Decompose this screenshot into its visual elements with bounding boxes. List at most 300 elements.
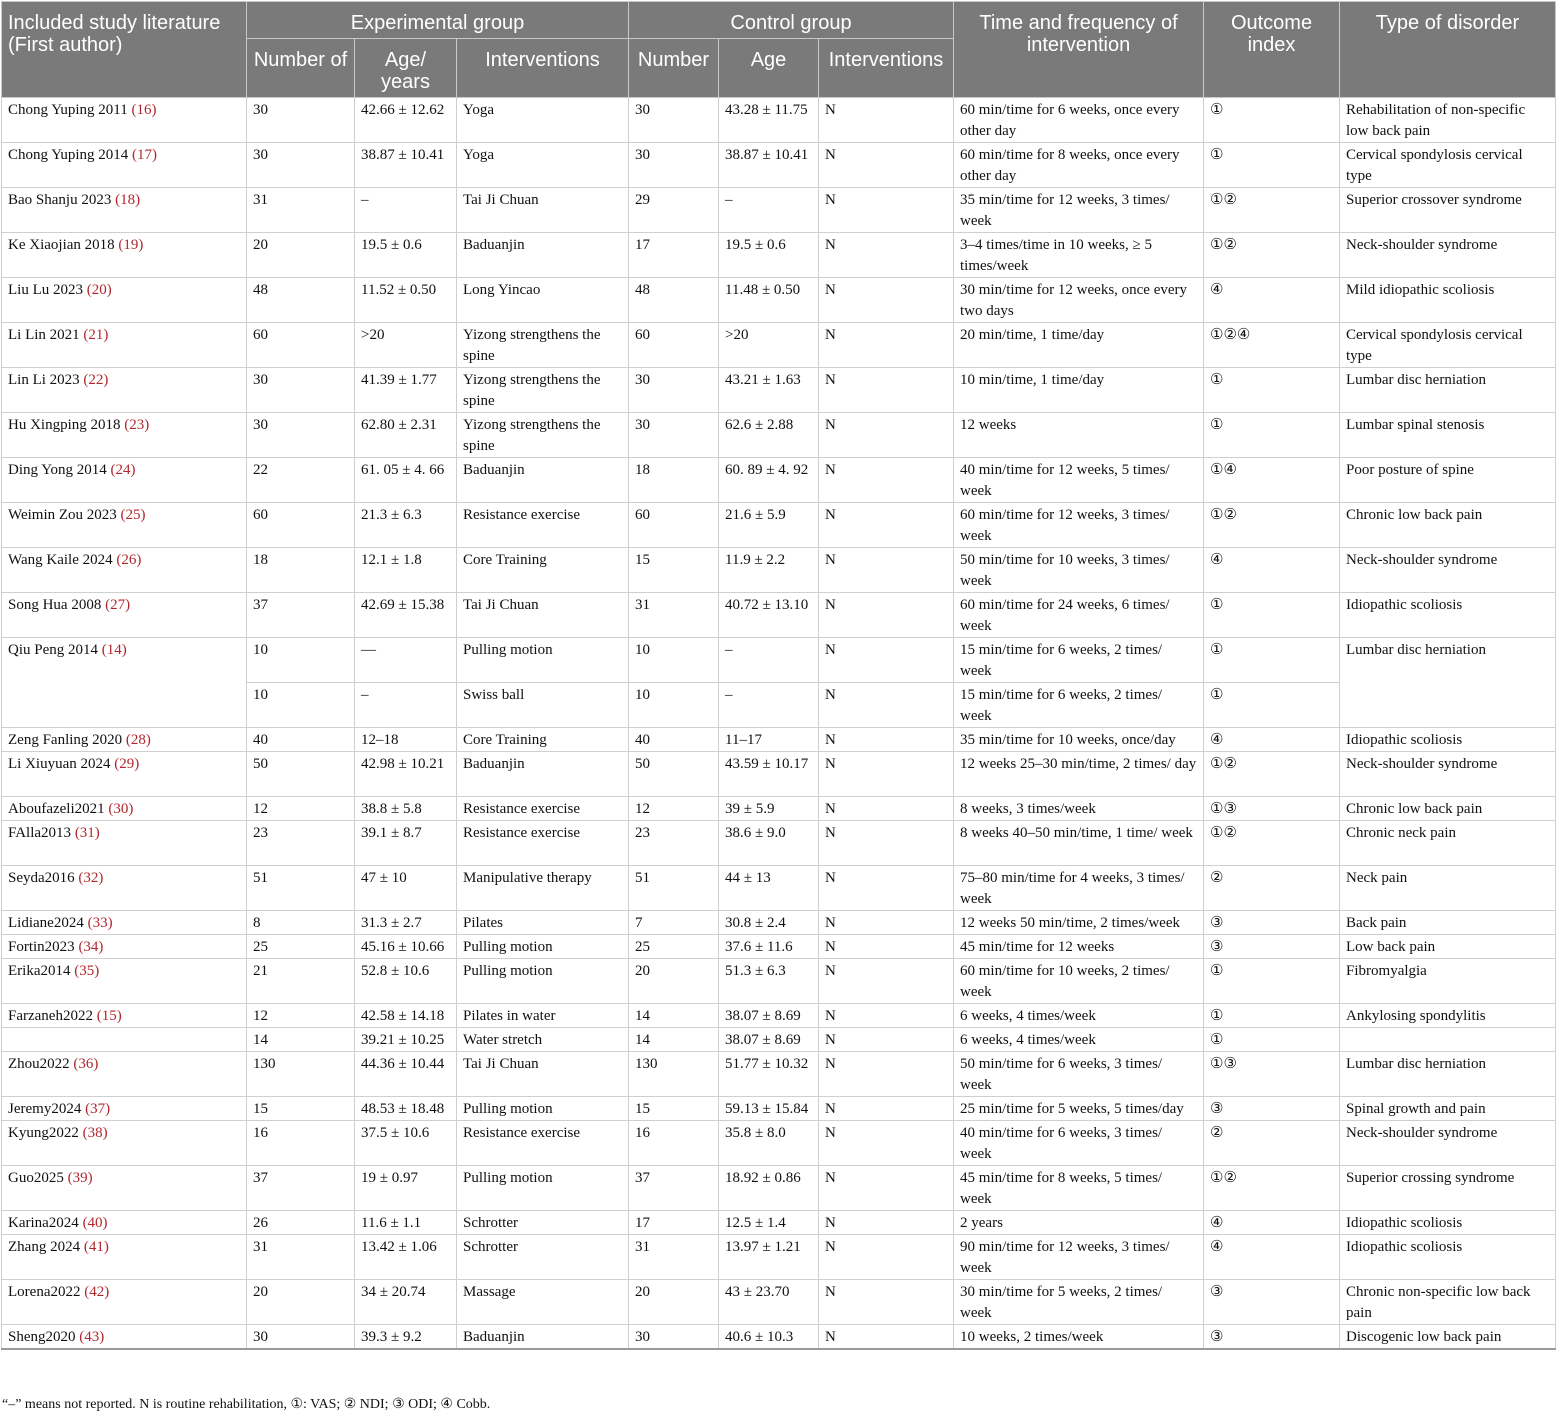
cell-time-frequency: 10 min/time, 1 time/day bbox=[954, 368, 1204, 413]
author-name: Aboufazeli2021 bbox=[8, 801, 105, 817]
cell-ctrl-number: 7 bbox=[629, 911, 719, 935]
author-name: Lorena2022 bbox=[8, 1284, 81, 1300]
cell-ctrl-age: 30.8 ± 2.4 bbox=[719, 911, 819, 935]
cell-exp-number: 37 bbox=[247, 1166, 355, 1211]
cell-exp-age: 12–18 bbox=[355, 728, 457, 752]
reference-link[interactable]: (36) bbox=[73, 1056, 99, 1072]
table-row bbox=[2, 911, 1556, 935]
reference-link[interactable]: (34) bbox=[78, 939, 104, 955]
table-row bbox=[2, 1325, 1556, 1350]
author-name: Zhou2022 bbox=[8, 1056, 70, 1072]
cell-disorder: Chronic non-specific low back pain bbox=[1340, 1280, 1556, 1325]
cell-exp-number: 26 bbox=[247, 1211, 355, 1235]
cell-ctrl-intervention: N bbox=[819, 797, 954, 821]
cell-time-frequency: 12 weeks bbox=[954, 413, 1204, 458]
study-table-container bbox=[1, 1, 1555, 1350]
cell-disorder: Idiopathic scoliosis bbox=[1340, 593, 1556, 638]
cell-time-frequency: 12 weeks 50 min/time, 2 times/week bbox=[954, 911, 1204, 935]
header-disorder-type: Type of disorder bbox=[1340, 2, 1556, 98]
header-control-group: Control group bbox=[629, 2, 954, 39]
author-name: Kyung2022 bbox=[8, 1125, 79, 1141]
cell-exp-number: 37 bbox=[247, 593, 355, 638]
cell-exp-intervention: Water stretch bbox=[457, 1028, 629, 1052]
author-name: Zeng Fanling 2020 bbox=[8, 732, 123, 748]
cell-author bbox=[2, 503, 247, 548]
cell-disorder: Rehabilitation of non-specific low back pain bbox=[1340, 98, 1556, 143]
cell-time-frequency: 8 weeks, 3 times/week bbox=[954, 797, 1204, 821]
reference-link[interactable]: (17) bbox=[132, 147, 158, 163]
cell-ctrl-age: 40.72 ± 13.10 bbox=[719, 593, 819, 638]
header-ctrl-interventions: Interventions bbox=[819, 39, 954, 98]
table-footnote: “–” means not reported. N is routine rehabilitation, ①: VAS; ② NDI; ③ ODI; ④ Cobb. bbox=[2, 1397, 491, 1412]
cell-disorder: Neck-shoulder syndrome bbox=[1340, 233, 1556, 278]
cell-outcome-index: ③ bbox=[1204, 935, 1340, 959]
cell-ctrl-intervention: N bbox=[819, 323, 954, 368]
cell-exp-number: 50 bbox=[247, 752, 355, 797]
cell-exp-age: 42.69 ± 15.38 bbox=[355, 593, 457, 638]
cell-disorder bbox=[1340, 1028, 1556, 1052]
cell-ctrl-number: 15 bbox=[629, 1097, 719, 1121]
reference-link[interactable]: (39) bbox=[67, 1170, 93, 1186]
cell-exp-intervention: Resistance exercise bbox=[457, 821, 629, 866]
table-row bbox=[2, 503, 1556, 548]
cell-exp-intervention: Tai Ji Chuan bbox=[457, 188, 629, 233]
cell-outcome-index: ③ bbox=[1204, 1280, 1340, 1325]
cell-outcome-index: ① bbox=[1204, 98, 1340, 143]
cell-outcome-index: ①② bbox=[1204, 188, 1340, 233]
cell-ctrl-age: 43.59 ± 10.17 bbox=[719, 752, 819, 797]
cell-exp-number: 48 bbox=[247, 278, 355, 323]
cell-exp-age: 21.3 ± 6.3 bbox=[355, 503, 457, 548]
table-row bbox=[2, 323, 1556, 368]
cell-author bbox=[2, 368, 247, 413]
cell-author bbox=[2, 638, 247, 728]
cell-exp-intervention: Pulling motion bbox=[457, 935, 629, 959]
cell-outcome-index: ④ bbox=[1204, 548, 1340, 593]
cell-ctrl-number: 30 bbox=[629, 413, 719, 458]
cell-ctrl-number: 17 bbox=[629, 233, 719, 278]
cell-exp-age: 48.53 ± 18.48 bbox=[355, 1097, 457, 1121]
cell-exp-age: 42.66 ± 12.62 bbox=[355, 98, 457, 143]
cell-ctrl-age: 21.6 ± 5.9 bbox=[719, 503, 819, 548]
cell-time-frequency: 2 years bbox=[954, 1211, 1204, 1235]
cell-ctrl-number: 60 bbox=[629, 503, 719, 548]
author-name: Lin Li 2023 bbox=[8, 372, 80, 388]
cell-author bbox=[2, 548, 247, 593]
author-name: Hu Xingping 2018 bbox=[8, 417, 121, 433]
cell-exp-age: 39.1 ± 8.7 bbox=[355, 821, 457, 866]
reference-link[interactable]: (16) bbox=[131, 102, 157, 118]
cell-ctrl-age: 43.28 ± 11.75 bbox=[719, 98, 819, 143]
reference-link[interactable]: (20) bbox=[86, 282, 112, 298]
cell-exp-intervention: Baduanjin bbox=[457, 752, 629, 797]
cell-ctrl-number: 30 bbox=[629, 98, 719, 143]
cell-ctrl-age: – bbox=[719, 683, 819, 728]
cell-author bbox=[2, 413, 247, 458]
reference-link[interactable]: (32) bbox=[78, 870, 104, 886]
cell-ctrl-intervention: N bbox=[819, 368, 954, 413]
reference-link[interactable]: (43) bbox=[79, 1329, 105, 1345]
cell-exp-number: 14 bbox=[247, 1028, 355, 1052]
author-name: Farzaneh2022 bbox=[8, 1008, 93, 1024]
cell-disorder: Ankylosing spondylitis bbox=[1340, 1004, 1556, 1028]
cell-ctrl-number: 30 bbox=[629, 368, 719, 413]
cell-ctrl-number: 14 bbox=[629, 1028, 719, 1052]
cell-outcome-index: ①③ bbox=[1204, 797, 1340, 821]
cell-author bbox=[2, 866, 247, 911]
author-name: Li Lin 2021 bbox=[8, 327, 80, 343]
table-row bbox=[2, 593, 1556, 638]
cell-outcome-index: ①③ bbox=[1204, 1052, 1340, 1097]
cell-ctrl-number: 29 bbox=[629, 188, 719, 233]
cell-exp-number: 12 bbox=[247, 797, 355, 821]
cell-disorder: Chronic low back pain bbox=[1340, 503, 1556, 548]
cell-disorder: Lumbar disc herniation bbox=[1340, 1052, 1556, 1097]
cell-ctrl-number: 31 bbox=[629, 1235, 719, 1280]
reference-link[interactable]: (38) bbox=[82, 1125, 108, 1141]
cell-exp-number: 10 bbox=[247, 683, 355, 728]
cell-ctrl-intervention: N bbox=[819, 821, 954, 866]
cell-exp-age: 19 ± 0.97 bbox=[355, 1166, 457, 1211]
cell-exp-age: 38.8 ± 5.8 bbox=[355, 797, 457, 821]
cell-exp-age: 42.58 ± 14.18 bbox=[355, 1004, 457, 1028]
cell-exp-age: 42.98 ± 10.21 bbox=[355, 752, 457, 797]
cell-exp-intervention: Pulling motion bbox=[457, 1166, 629, 1211]
reference-link[interactable]: (15) bbox=[96, 1008, 122, 1024]
cell-ctrl-intervention: N bbox=[819, 1280, 954, 1325]
cell-ctrl-number: 48 bbox=[629, 278, 719, 323]
cell-ctrl-age: 38.07 ± 8.69 bbox=[719, 1004, 819, 1028]
cell-disorder: Neck-shoulder syndrome bbox=[1340, 548, 1556, 593]
cell-ctrl-intervention: N bbox=[819, 959, 954, 1004]
cell-disorder: Lumbar spinal stenosis bbox=[1340, 413, 1556, 458]
cell-author bbox=[2, 593, 247, 638]
author-name: Lidiane2024 bbox=[8, 915, 84, 931]
cell-ctrl-number: 20 bbox=[629, 1280, 719, 1325]
cell-time-frequency: 60 min/time for 10 weeks, 2 times/ week bbox=[954, 959, 1204, 1004]
cell-ctrl-intervention: N bbox=[819, 866, 954, 911]
cell-outcome-index: ① bbox=[1204, 413, 1340, 458]
cell-exp-age: 37.5 ± 10.6 bbox=[355, 1121, 457, 1166]
cell-exp-intervention: Tai Ji Chuan bbox=[457, 1052, 629, 1097]
cell-outcome-index: ①② bbox=[1204, 233, 1340, 278]
cell-ctrl-number: 23 bbox=[629, 821, 719, 866]
reference-link[interactable]: (37) bbox=[85, 1101, 111, 1117]
cell-exp-number: 20 bbox=[247, 233, 355, 278]
cell-ctrl-number: 40 bbox=[629, 728, 719, 752]
cell-disorder: Lumbar disc herniation bbox=[1340, 368, 1556, 413]
cell-author bbox=[2, 1097, 247, 1121]
header-exp-number: Number of bbox=[247, 39, 355, 98]
cell-exp-intervention: Core Training bbox=[457, 548, 629, 593]
cell-disorder: Discogenic low back pain bbox=[1340, 1325, 1556, 1350]
cell-time-frequency: 60 min/time for 24 weeks, 6 times/ week bbox=[954, 593, 1204, 638]
cell-ctrl-number: 25 bbox=[629, 935, 719, 959]
cell-author bbox=[2, 797, 247, 821]
cell-time-frequency: 30 min/time for 12 weeks, once every two days bbox=[954, 278, 1204, 323]
cell-time-frequency: 12 weeks 25–30 min/time, 2 times/ day bbox=[954, 752, 1204, 797]
cell-exp-intervention: Pulling motion bbox=[457, 959, 629, 1004]
cell-author bbox=[2, 935, 247, 959]
cell-ctrl-number: 30 bbox=[629, 143, 719, 188]
reference-link[interactable]: (19) bbox=[118, 237, 144, 253]
cell-exp-age: 39.21 ± 10.25 bbox=[355, 1028, 457, 1052]
cell-ctrl-number: 60 bbox=[629, 323, 719, 368]
cell-exp-number: 12 bbox=[247, 1004, 355, 1028]
cell-time-frequency: 6 weeks, 4 times/week bbox=[954, 1004, 1204, 1028]
reference-link[interactable]: (25) bbox=[120, 507, 146, 523]
reference-link[interactable]: (31) bbox=[74, 825, 100, 841]
cell-ctrl-number: 31 bbox=[629, 593, 719, 638]
cell-outcome-index: ① bbox=[1204, 1004, 1340, 1028]
cell-exp-intervention: Core Training bbox=[457, 728, 629, 752]
table-row bbox=[2, 413, 1556, 458]
cell-exp-age: 38.87 ± 10.41 bbox=[355, 143, 457, 188]
author-name: Liu Lu 2023 bbox=[8, 282, 83, 298]
cell-time-frequency: 50 min/time for 10 weeks, 3 times/ week bbox=[954, 548, 1204, 593]
author-name: Bao Shanju 2023 bbox=[8, 192, 112, 208]
cell-ctrl-age: 12.5 ± 1.4 bbox=[719, 1211, 819, 1235]
cell-time-frequency: 20 min/time, 1 time/day bbox=[954, 323, 1204, 368]
cell-ctrl-age: 38.6 ± 9.0 bbox=[719, 821, 819, 866]
cell-ctrl-age: 62.6 ± 2.88 bbox=[719, 413, 819, 458]
cell-exp-number: 22 bbox=[247, 458, 355, 503]
cell-exp-intervention: Long Yincao bbox=[457, 278, 629, 323]
cell-disorder: Poor posture of spine bbox=[1340, 458, 1556, 503]
cell-ctrl-intervention: N bbox=[819, 1097, 954, 1121]
table-row bbox=[2, 638, 1556, 683]
cell-ctrl-number: 18 bbox=[629, 458, 719, 503]
author-name: Qiu Peng 2014 bbox=[8, 642, 98, 658]
cell-ctrl-age: 38.87 ± 10.41 bbox=[719, 143, 819, 188]
cell-author bbox=[2, 1325, 247, 1350]
cell-disorder: Chronic neck pain bbox=[1340, 821, 1556, 866]
cell-author bbox=[2, 752, 247, 797]
cell-exp-intervention: Yizong strengthens the spine bbox=[457, 368, 629, 413]
table-row bbox=[2, 548, 1556, 593]
cell-exp-number: 15 bbox=[247, 1097, 355, 1121]
table-row bbox=[2, 1004, 1556, 1028]
cell-ctrl-intervention: N bbox=[819, 683, 954, 728]
cell-outcome-index: ①②④ bbox=[1204, 323, 1340, 368]
cell-exp-number: 31 bbox=[247, 188, 355, 233]
author-name: Weimin Zou 2023 bbox=[8, 507, 117, 523]
reference-link[interactable]: (14) bbox=[101, 642, 127, 658]
table-row bbox=[2, 278, 1556, 323]
author-name: Li Xiuyuan 2024 bbox=[8, 756, 111, 772]
cell-exp-number: 23 bbox=[247, 821, 355, 866]
cell-outcome-index: ①② bbox=[1204, 821, 1340, 866]
cell-time-frequency: 60 min/time for 8 weeks, once every other day bbox=[954, 143, 1204, 188]
cell-outcome-index: ①② bbox=[1204, 1166, 1340, 1211]
cell-exp-number: 16 bbox=[247, 1121, 355, 1166]
author-name: Chong Yuping 2011 bbox=[8, 102, 128, 118]
cell-time-frequency: 3–4 times/time in 10 weeks, ≥ 5 times/week bbox=[954, 233, 1204, 278]
reference-link[interactable]: (29) bbox=[114, 756, 140, 772]
reference-link[interactable]: (22) bbox=[83, 372, 109, 388]
cell-exp-intervention: Baduanjin bbox=[457, 233, 629, 278]
cell-ctrl-number: 50 bbox=[629, 752, 719, 797]
cell-ctrl-intervention: N bbox=[819, 278, 954, 323]
cell-outcome-index: ④ bbox=[1204, 278, 1340, 323]
cell-ctrl-age: 51.3 ± 6.3 bbox=[719, 959, 819, 1004]
table-row bbox=[2, 458, 1556, 503]
cell-disorder: Fibromyalgia bbox=[1340, 959, 1556, 1004]
table-row bbox=[2, 1097, 1556, 1121]
cell-ctrl-intervention: N bbox=[819, 188, 954, 233]
cell-ctrl-age: 13.97 ± 1.21 bbox=[719, 1235, 819, 1280]
cell-author bbox=[2, 728, 247, 752]
cell-ctrl-number: 10 bbox=[629, 683, 719, 728]
cell-ctrl-intervention: N bbox=[819, 1028, 954, 1052]
cell-ctrl-age: 11.9 ± 2.2 bbox=[719, 548, 819, 593]
reference-link[interactable]: (41) bbox=[83, 1239, 109, 1255]
cell-disorder: Chronic low back pain bbox=[1340, 797, 1556, 821]
cell-ctrl-intervention: N bbox=[819, 458, 954, 503]
cell-author bbox=[2, 278, 247, 323]
cell-ctrl-age: 43 ± 23.70 bbox=[719, 1280, 819, 1325]
cell-ctrl-intervention: N bbox=[819, 413, 954, 458]
reference-link[interactable]: (18) bbox=[115, 192, 141, 208]
table-row bbox=[2, 1211, 1556, 1235]
cell-exp-intervention: Manipulative therapy bbox=[457, 866, 629, 911]
cell-time-frequency: 40 min/time for 6 weeks, 3 times/ week bbox=[954, 1121, 1204, 1166]
table-row bbox=[2, 821, 1556, 866]
cell-outcome-index: ①② bbox=[1204, 752, 1340, 797]
table-header bbox=[2, 2, 1556, 98]
cell-exp-age: – bbox=[355, 683, 457, 728]
author-name: Fortin2023 bbox=[8, 939, 75, 955]
cell-exp-age: 12.1 ± 1.8 bbox=[355, 548, 457, 593]
cell-exp-age: >20 bbox=[355, 323, 457, 368]
cell-outcome-index: ④ bbox=[1204, 1235, 1340, 1280]
reference-link[interactable]: (21) bbox=[83, 327, 109, 343]
cell-author bbox=[2, 911, 247, 935]
reference-link[interactable]: (42) bbox=[84, 1284, 110, 1300]
cell-ctrl-age: 11–17 bbox=[719, 728, 819, 752]
cell-ctrl-intervention: N bbox=[819, 1004, 954, 1028]
reference-link[interactable]: (27) bbox=[105, 597, 131, 613]
table-row bbox=[2, 1121, 1556, 1166]
cell-disorder: Superior crossover syndrome bbox=[1340, 188, 1556, 233]
reference-link[interactable]: (35) bbox=[74, 963, 100, 979]
cell-ctrl-intervention: N bbox=[819, 935, 954, 959]
cell-exp-age: 41.39 ± 1.77 bbox=[355, 368, 457, 413]
cell-outcome-index: ④ bbox=[1204, 1211, 1340, 1235]
cell-outcome-index: ① bbox=[1204, 638, 1340, 683]
cell-outcome-index: ① bbox=[1204, 1028, 1340, 1052]
author-name: Song Hua 2008 bbox=[8, 597, 102, 613]
cell-time-frequency: 60 min/time for 12 weeks, 3 times/ week bbox=[954, 503, 1204, 548]
cell-ctrl-number: 20 bbox=[629, 959, 719, 1004]
reference-link[interactable]: (24) bbox=[110, 462, 136, 478]
cell-ctrl-intervention: N bbox=[819, 593, 954, 638]
cell-ctrl-age: 60. 89 ± 4. 92 bbox=[719, 458, 819, 503]
reference-link[interactable]: (40) bbox=[82, 1215, 108, 1231]
cell-outcome-index: ①④ bbox=[1204, 458, 1340, 503]
included-studies-table bbox=[1, 1, 1556, 1350]
cell-exp-number: 40 bbox=[247, 728, 355, 752]
header-outcome-index: Outcome index bbox=[1204, 2, 1340, 98]
cell-outcome-index: ③ bbox=[1204, 1097, 1340, 1121]
cell-exp-number: 30 bbox=[247, 143, 355, 188]
cell-exp-age: 45.16 ± 10.66 bbox=[355, 935, 457, 959]
cell-ctrl-number: 12 bbox=[629, 797, 719, 821]
cell-ctrl-number: 51 bbox=[629, 866, 719, 911]
cell-exp-number: 20 bbox=[247, 1280, 355, 1325]
reference-link[interactable]: (33) bbox=[87, 915, 113, 931]
cell-exp-number: 21 bbox=[247, 959, 355, 1004]
cell-time-frequency: 60 min/time for 6 weeks, once every other day bbox=[954, 98, 1204, 143]
cell-outcome-index: ① bbox=[1204, 593, 1340, 638]
cell-disorder: Neck-shoulder syndrome bbox=[1340, 752, 1556, 797]
cell-author bbox=[2, 458, 247, 503]
cell-time-frequency: 75–80 min/time for 4 weeks, 3 times/ week bbox=[954, 866, 1204, 911]
table-row bbox=[2, 188, 1556, 233]
cell-ctrl-intervention: N bbox=[819, 98, 954, 143]
cell-exp-number: 51 bbox=[247, 866, 355, 911]
author-name: Ke Xiaojian 2018 bbox=[8, 237, 115, 253]
cell-disorder: Mild idiopathic scoliosis bbox=[1340, 278, 1556, 323]
author-name: Ding Yong 2014 bbox=[8, 462, 107, 478]
cell-time-frequency: 10 weeks, 2 times/week bbox=[954, 1325, 1204, 1350]
author-name: Guo2025 bbox=[8, 1170, 64, 1186]
cell-exp-age: – bbox=[355, 188, 457, 233]
cell-author bbox=[2, 959, 247, 1004]
cell-exp-intervention: Massage bbox=[457, 1280, 629, 1325]
cell-disorder: Idiopathic scoliosis bbox=[1340, 1211, 1556, 1235]
table-row bbox=[2, 1028, 1556, 1052]
header-experimental-group: Experimental group bbox=[247, 2, 629, 39]
cell-exp-number: 130 bbox=[247, 1052, 355, 1097]
cell-disorder: Back pain bbox=[1340, 911, 1556, 935]
cell-outcome-index: ③ bbox=[1204, 1325, 1340, 1350]
cell-outcome-index: ④ bbox=[1204, 728, 1340, 752]
cell-exp-intervention: Swiss ball bbox=[457, 683, 629, 728]
cell-ctrl-intervention: N bbox=[819, 1166, 954, 1211]
cell-ctrl-number: 17 bbox=[629, 1211, 719, 1235]
cell-exp-number: 10 bbox=[247, 638, 355, 683]
cell-ctrl-number: 30 bbox=[629, 1325, 719, 1350]
cell-ctrl-intervention: N bbox=[819, 1211, 954, 1235]
table-row bbox=[2, 1235, 1556, 1280]
reference-link[interactable]: (23) bbox=[124, 417, 150, 433]
cell-exp-age: 62.80 ± 2.31 bbox=[355, 413, 457, 458]
header-ctrl-age: Age bbox=[719, 39, 819, 98]
cell-disorder: Neck pain bbox=[1340, 866, 1556, 911]
header-ctrl-number: Number bbox=[629, 39, 719, 98]
cell-ctrl-number: 14 bbox=[629, 1004, 719, 1028]
author-name: Erika2014 bbox=[8, 963, 71, 979]
reference-link[interactable]: (28) bbox=[125, 732, 151, 748]
header-exp-age: Age/ years bbox=[355, 39, 457, 98]
author-name: Zhang 2024 bbox=[8, 1239, 81, 1255]
author-name: Wang Kaile 2024 bbox=[8, 552, 113, 568]
author-name: Chong Yuping 2014 bbox=[8, 147, 129, 163]
cell-time-frequency: 15 min/time for 6 weeks, 2 times/ week bbox=[954, 638, 1204, 683]
cell-time-frequency: 6 weeks, 4 times/week bbox=[954, 1028, 1204, 1052]
author-name: Karina2024 bbox=[8, 1215, 79, 1231]
cell-exp-intervention: Yoga bbox=[457, 98, 629, 143]
cell-outcome-index: ① bbox=[1204, 959, 1340, 1004]
cell-ctrl-age: – bbox=[719, 188, 819, 233]
reference-link[interactable]: (26) bbox=[116, 552, 142, 568]
cell-exp-number: 60 bbox=[247, 503, 355, 548]
reference-link[interactable]: (30) bbox=[108, 801, 134, 817]
cell-exp-number: 30 bbox=[247, 368, 355, 413]
author-name: FAlla2013 bbox=[8, 825, 72, 841]
cell-ctrl-intervention: N bbox=[819, 233, 954, 278]
